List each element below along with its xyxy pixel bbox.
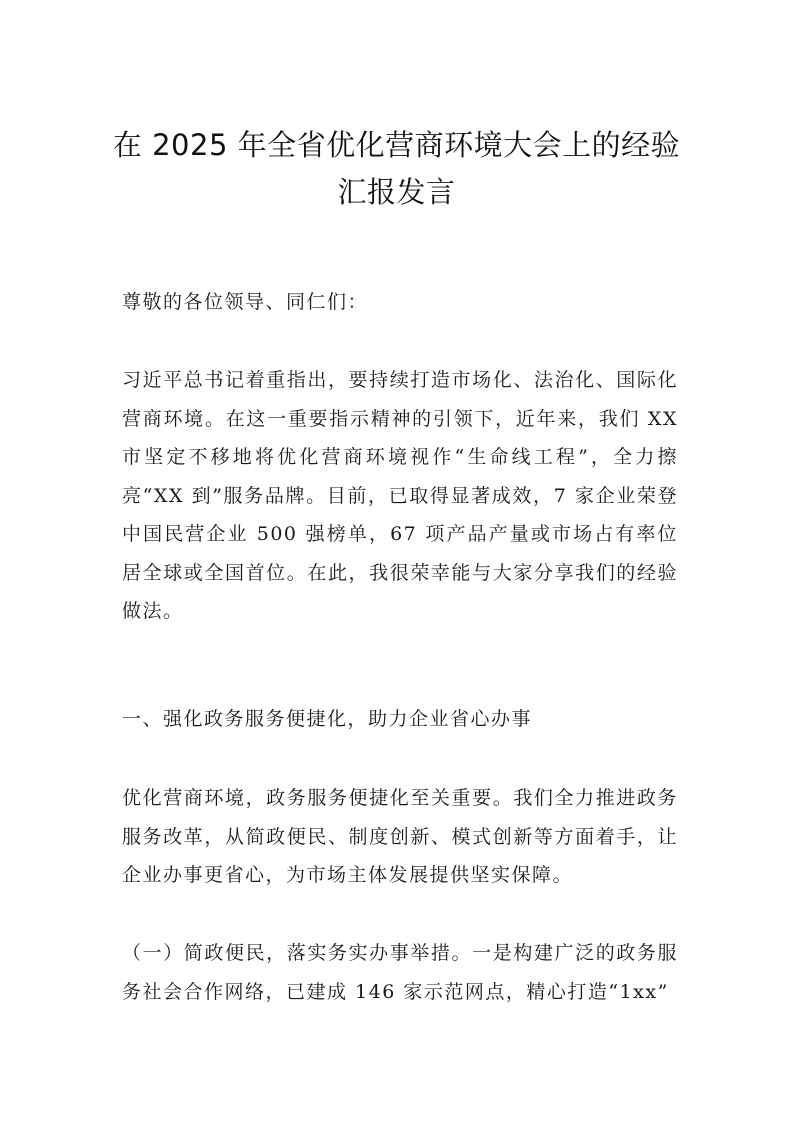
section-heading-1: 一、强化政务服务便捷化，助力企业省心办事 — [122, 708, 533, 730]
intro-paragraph: 习近平总书记着重指出，要持续打造市场化、法治化、国际化营商环境。在这一重要指示精神的引领下，近年来，我们 XX 市坚定不移地将优化营商环境视作“生命线工程”，全力擦亮“XX 到”服务品牌。目前，已取得显著成效，7 家企业荣登中国民营企业 500 强榜单，67 项产品产量或市场占有率位居全球或全国首位。在此，我很荣幸能与大家分享我们的经验做法。 — [122, 369, 678, 622]
section-1-paragraph: 优化营商环境，政务服务便捷化至关重要。我们全力推进政务服务改革，从简政便民、制度创新、模式创新等方面着手，让企业办事更省心，为市场主体发展提供坚实保障。 — [122, 787, 678, 886]
greeting-paragraph: 尊敬的各位领导、同仁们： — [122, 291, 369, 313]
subsection-1-paragraph: （一）简政便民，落实务实办事举措。一是构建广泛的政务服务社会合作网络，已建成 146 家示范网点，精心打造“1xx” — [122, 942, 678, 1003]
document-title-line-1: 在 2025 年全省优化营商环境大会上的经验 — [112, 128, 681, 162]
document-title-line-2: 汇报发言 — [337, 175, 456, 209]
